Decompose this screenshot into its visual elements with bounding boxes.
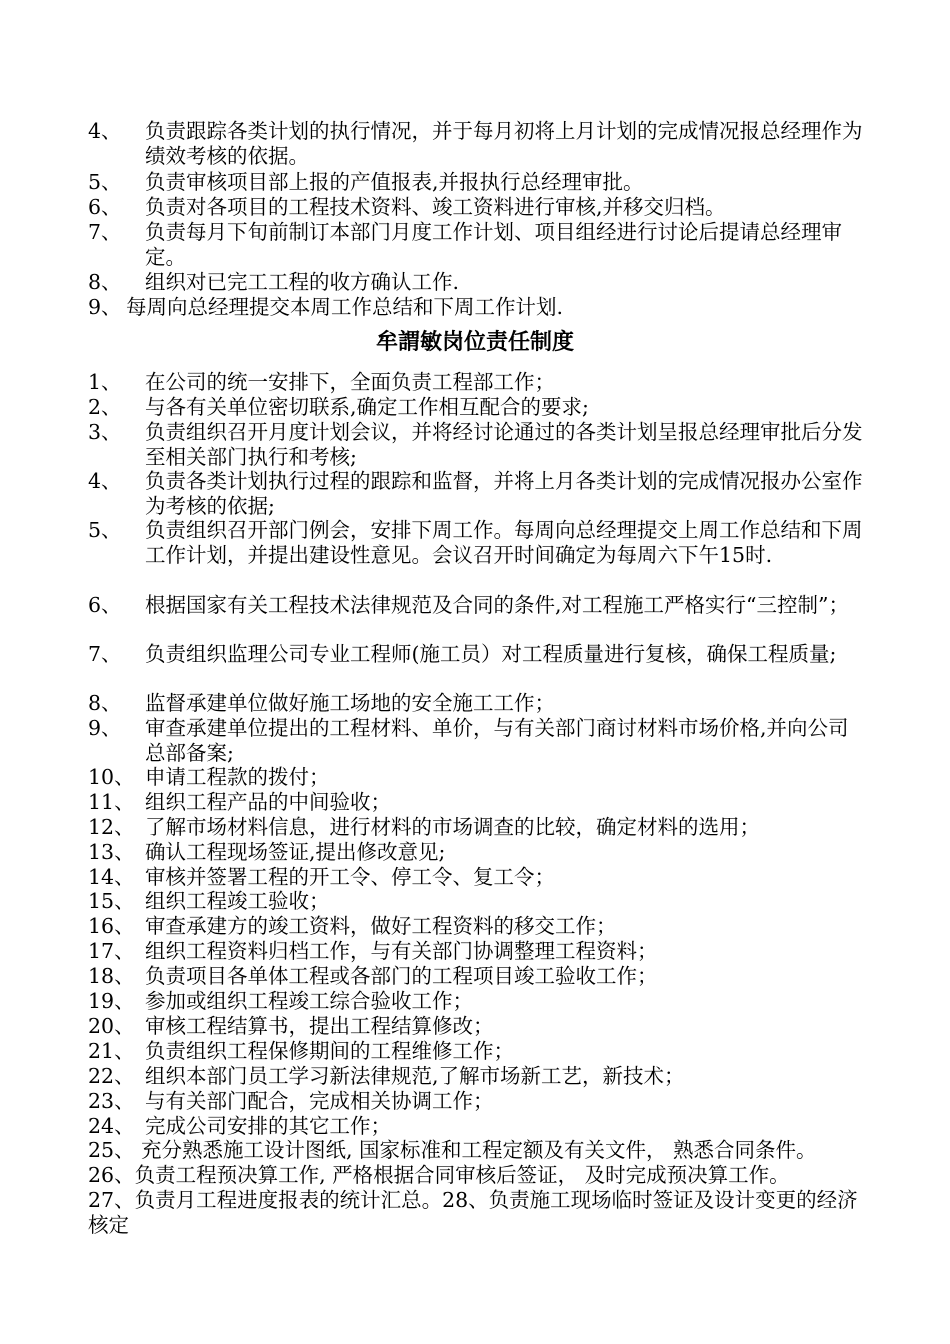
list-item [88, 370, 868, 395]
item-text: 与各有关单位密切联系,确定工作相互配合的要求; [145, 395, 589, 419]
item-text: 审查承建方的竣工资料，做好工程资料的移交工作； [145, 914, 617, 938]
item-text: 在公司的统一安排下，全面负责工程部工作； [145, 370, 555, 394]
item-text: 负责组织监理公司专业工程师(施工员）对工程质量进行复核，确保工程质量; [145, 642, 837, 666]
item-number: 15、 [88, 889, 135, 913]
item-text: 完成公司安排的其它工作； [145, 1114, 391, 1138]
list-item [88, 840, 868, 865]
item-text: 申请工程款的拨付； [145, 765, 330, 789]
list-item [88, 765, 868, 790]
item-text: 负责每月下旬前制订本部门月度工作计划、项目组经进行讨论后提请总经理审定。 [145, 220, 842, 270]
item-text: 确认工程现场签证,提出修改意见; [145, 840, 446, 864]
item-text: 负责各类计划执行过程的跟踪和监督，并将上月各类计划的完成情况报办公室作为考核的依据; [145, 469, 863, 519]
list-item [88, 1089, 868, 1114]
item-number: 17、 [88, 939, 135, 963]
item-text: 负责组织工程保修期间的工程维修工作； [145, 1039, 514, 1063]
item-text: 组织工程资料归档工作，与有关部门协调整理工程资料； [145, 939, 658, 963]
item-number: 4、 [88, 469, 122, 493]
list-item [88, 170, 868, 195]
item-number: 7、 [88, 642, 122, 666]
item-number: 20、 [88, 1014, 135, 1038]
item-number: 13、 [88, 840, 135, 864]
list-item [88, 642, 868, 667]
item-number: 22、 [88, 1064, 135, 1088]
item-number: 24、 [88, 1114, 135, 1138]
paragraph-line: 26、负责工程预决算工作, 严格根据合同审核后签证， 及时完成预决算工作。 [88, 1163, 790, 1187]
list-item [88, 420, 868, 470]
list-item [88, 716, 868, 766]
item-number: 4、 [88, 119, 122, 143]
item-text: 审核工程结算书，提出工程结算修改； [145, 1014, 494, 1038]
item-text: 组织工程竣工验收； [145, 889, 330, 913]
item-text: 负责跟踪各类计划的执行情况，并于每月初将上月计划的完成情况报总经理作为绩效考核的依据。 [145, 119, 863, 169]
list-item [88, 1114, 868, 1139]
list-item [88, 865, 868, 890]
list-item [88, 195, 868, 220]
item-text: 了解市场材料信息，进行材料的市场调查的比较，确定材料的选用； [145, 815, 760, 839]
list-item [88, 691, 868, 716]
item-number: 25、 [88, 1138, 135, 1162]
item-number: 5、 [88, 170, 122, 194]
item-number: 18、 [88, 964, 135, 988]
item-number: 9、 [88, 716, 122, 740]
item-text: 审核并签署工程的开工令、停工令、复工令； [145, 865, 555, 889]
item-text: 负责对各项目的工程技术资料、竣工资料进行审核,并移交归档。 [145, 195, 726, 219]
item-number: 3、 [88, 420, 122, 444]
item-number: 6、 [88, 593, 122, 617]
list-item [88, 220, 868, 270]
list-item [88, 593, 868, 618]
item-number: 19、 [88, 989, 135, 1013]
list-item [88, 964, 868, 989]
list-item [88, 395, 868, 420]
item-number: 8、 [88, 691, 122, 715]
item-text: 充分熟悉施工设计图纸, 国家标准和工程定额及有关文件， 熟悉合同条件。 [141, 1138, 817, 1162]
list-item [88, 939, 868, 964]
item-number: 21、 [88, 1039, 135, 1063]
item-text: 根据国家有关工程技术法律规范及合同的条件,对工程施工严格实行“三控制”； [145, 593, 849, 617]
item-text: 组织工程产品的中间验收； [145, 790, 391, 814]
item-text: 与有关部门配合，完成相关协调工作； [145, 1089, 494, 1113]
list-item [88, 989, 868, 1014]
list-item [88, 790, 868, 815]
item-text: 组织对已完工工程的收方确认工作. [145, 270, 460, 294]
list-item [88, 889, 868, 914]
list-item [88, 469, 868, 519]
item-number: 7、 [88, 220, 122, 244]
paragraph-line: 27、负责月工程进度报表的统计汇总。28、负责施工现场临时签证及设计变更的经济核定 [88, 1188, 858, 1238]
list-item [88, 1014, 868, 1039]
item-text: 参加或组织工程竣工综合验收工作； [145, 989, 473, 1013]
item-number: 2、 [88, 395, 122, 419]
list-item [88, 270, 868, 295]
list-item [88, 518, 868, 568]
item-text: 每周向总经理提交本周工作总结和下周工作计划. [126, 295, 564, 319]
item-number: 11、 [88, 790, 135, 814]
list-item [88, 119, 868, 169]
item-number: 1、 [88, 370, 122, 394]
item-text: 负责审核项目部上报的产值报表,并报执行总经理审批。 [145, 170, 644, 194]
list-item [88, 295, 868, 320]
item-number: 12、 [88, 815, 135, 839]
item-text: 监督承建单位做好施工场地的安全施工工作； [145, 691, 555, 715]
list-item [88, 1138, 868, 1163]
item-text: 负责组织召开部门例会，安排下周工作。每周向总经理提交上周工作总结和下周工作计划，并提出建设性意见。会议召开时间确定为每周六下午15时. [145, 518, 863, 568]
item-number: 14、 [88, 865, 135, 889]
item-text: 组织本部门员工学习新法律规范,了解市场新工艺，新技术； [145, 1064, 685, 1088]
item-text: 负责项目各单体工程或各部门的工程项目竣工验收工作； [145, 964, 658, 988]
list-item [88, 1064, 868, 1089]
item-number: 5、 [88, 518, 122, 542]
item-text: 负责组织召开月度计划会议，并将经讨论通过的各类计划呈报总经理审批后分发至相关部门执行和考核; [145, 420, 863, 470]
list-item [88, 914, 868, 939]
list-item [88, 815, 868, 840]
item-number: 16、 [88, 914, 135, 938]
item-number: 23、 [88, 1089, 135, 1113]
item-number: 9、 [88, 295, 122, 319]
item-number: 6、 [88, 195, 122, 219]
list-item [88, 1039, 868, 1064]
section-title: 牟謂敏岗位责任制度 [375, 330, 574, 355]
item-number: 10、 [88, 765, 135, 789]
item-number: 8、 [88, 270, 122, 294]
item-text: 审查承建单位提出的工程材料、单价，与有关部门商讨材料市场价格,并向公司总部备案; [145, 716, 849, 766]
